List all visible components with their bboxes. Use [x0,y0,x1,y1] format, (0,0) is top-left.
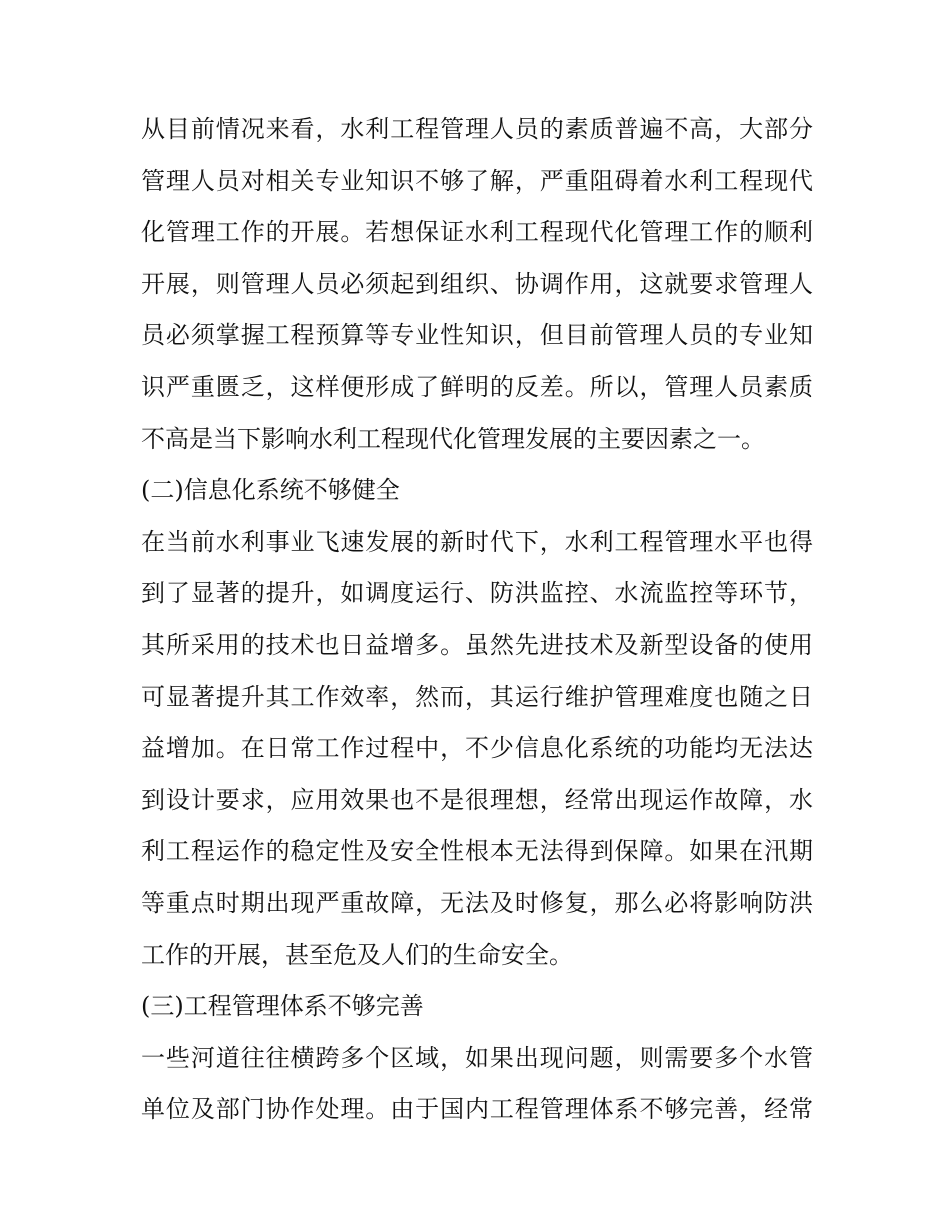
paragraph-line: 员必须掌握工程预算等专业性知识，但目前管理人员的专业知 [141,321,813,350]
paragraph-line: 其所采用的技术也日益增多。虽然先进技术及新型设备的使用 [141,630,813,659]
paragraph-line: 管理人员对相关专业知识不够了解，严重阻碍着水利工程现代 [141,166,813,195]
paragraph-line: 利工程运作的稳定性及安全性根本无法得到保障。如果在汛期 [141,837,813,866]
paragraph-line: 化管理工作的开展。若想保证水利工程现代化管理工作的顺利 [141,218,813,247]
paragraph-line: 工作的开展，甚至危及人们的生命安全。 [141,940,573,969]
paragraph-quality [141,104,813,465]
paragraph-line: 益增加。在日常工作过程中，不少信息化系统的功能均无法达 [141,734,813,763]
paragraph-line: 可显著提升其工作效率，然而，其运行维护管理难度也随之日 [141,682,813,711]
paragraph-information-system [141,517,813,981]
paragraph-line: 识严重匮乏，这样便形成了鲜明的反差。所以，管理人员素质 [141,372,813,401]
paragraph-line: 从目前情况来看，水利工程管理人员的素质普遍不高，大部分 [141,115,813,143]
paragraph-line: 到了显著的提升，如调度运行、防洪监控、水流监控等环节， [141,579,813,608]
section-heading-information-system: (二)信息化系统不够健全 [141,476,400,505]
paragraph-line: 单位及部门协作处理。由于国内工程管理体系不够完善，经常 [141,1095,813,1124]
section-heading-management-system: (三)工程管理体系不够完善 [141,992,424,1021]
paragraph-line: 开展，则管理人员必须起到组织、协调作用，这就要求管理人 [141,269,813,298]
document-body [141,104,813,1136]
paragraph-line: 等重点时期出现严重故障，无法及时修复，那么必将影响防洪 [141,888,813,917]
paragraph-management-system [141,1033,813,1136]
paragraph-line: 到设计要求，应用效果也不是很理想，经常出现运作故障，水 [141,785,813,814]
paragraph-line: 不高是当下影响水利工程现代化管理发展的主要因素之一。 [141,424,765,453]
paragraph-line: 一些河道往往横跨多个区域，如果出现问题，则需要多个水管 [141,1043,813,1072]
paragraph-line: 在当前水利事业飞速发展的新时代下，水利工程管理水平也得 [141,527,813,556]
